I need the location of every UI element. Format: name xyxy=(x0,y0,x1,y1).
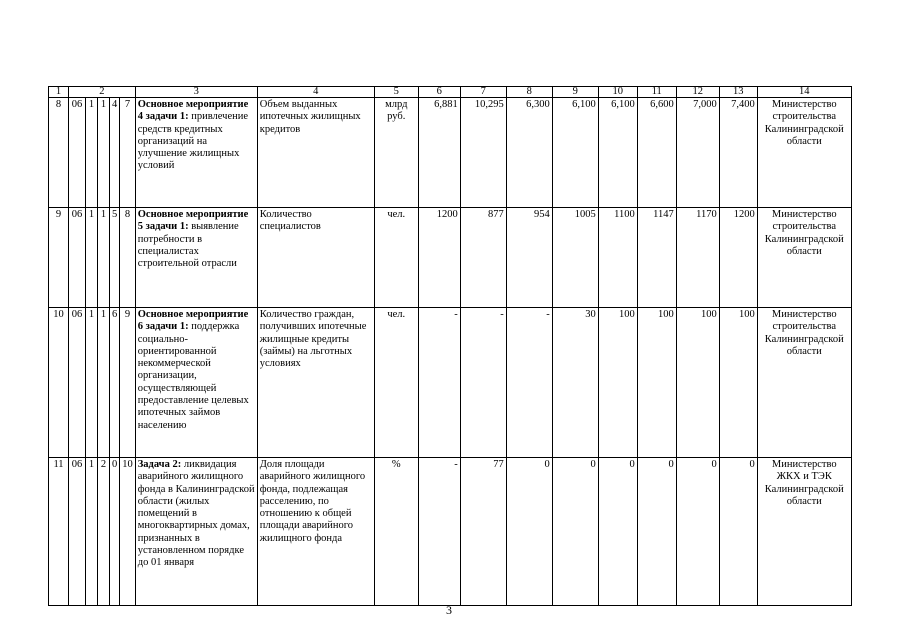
value-cell: 6,600 xyxy=(637,98,676,208)
value-cell: 100 xyxy=(637,308,676,458)
value-cell: 877 xyxy=(460,208,506,308)
code-digit: 06 xyxy=(69,208,86,308)
code-digit: 06 xyxy=(69,458,86,606)
code-digit: 8 xyxy=(120,208,136,308)
value-cell: 6,100 xyxy=(598,98,637,208)
code-digit: 1 xyxy=(86,98,98,208)
measure-name xyxy=(135,308,257,458)
code-digit: 9 xyxy=(120,308,136,458)
row-number: 9 xyxy=(49,208,69,308)
header-cell: 12 xyxy=(676,87,719,98)
value-cell: 100 xyxy=(676,308,719,458)
header-cell: 10 xyxy=(598,87,637,98)
executor: Министерство строительства Калининградской области xyxy=(757,308,851,458)
value-cell: 1200 xyxy=(418,208,460,308)
value-cell: 0 xyxy=(676,458,719,606)
indicator-name: Количество граждан, получивших ипотечные жилищные кредиты (займы) на льготных условиях xyxy=(257,308,374,458)
measure-description: поддержка социально-ориентированной некоммерческой организации, осуществляющей предоставление целевых ипотечных займов населению xyxy=(137,321,249,431)
value-cell: - xyxy=(506,308,552,458)
value-cell: 0 xyxy=(552,458,598,606)
code-digit: 4 xyxy=(110,98,120,208)
value-cell: 30 xyxy=(552,308,598,458)
header-cell: 3 xyxy=(135,87,257,98)
measure-title: Основное мероприятие 4 задачи 1: xyxy=(137,99,249,123)
value-cell: - xyxy=(460,308,506,458)
value-cell: 6,100 xyxy=(552,98,598,208)
value-cell: 1200 xyxy=(719,208,757,308)
value-cell: 1147 xyxy=(637,208,676,308)
measure-name xyxy=(135,458,257,606)
measure-description: ликвидация аварийного жилищного фонда в Калининградской области (жилых помещений в многоквартирных домах, признанных в установленном порядке до 01 января xyxy=(137,459,255,569)
measure-title: Основное мероприятие 5 задачи 1: xyxy=(137,209,249,233)
indicator-name: Количество специалистов xyxy=(257,208,374,308)
value-cell: 100 xyxy=(598,308,637,458)
measure-name xyxy=(135,98,257,208)
value-cell: 0 xyxy=(719,458,757,606)
code-digit: 0 xyxy=(110,458,120,606)
code-digit: 1 xyxy=(86,458,98,606)
header-row xyxy=(49,87,852,98)
unit: чел. xyxy=(374,308,418,458)
unit: % xyxy=(374,458,418,606)
value-cell: 0 xyxy=(598,458,637,606)
indicator-name: Доля площади аварийного жилищного фонда, подлежащая расселению, по отношению к общей площади аварийного жилищного фонда xyxy=(257,458,374,606)
value-cell: 1005 xyxy=(552,208,598,308)
code-digit: 5 xyxy=(110,208,120,308)
value-cell: - xyxy=(418,458,460,606)
header-cell: 13 xyxy=(719,87,757,98)
measure-title: Основное мероприятие 6 задачи 1: xyxy=(137,309,249,333)
value-cell: 6,300 xyxy=(506,98,552,208)
header-cell: 11 xyxy=(637,87,676,98)
value-cell: 100 xyxy=(719,308,757,458)
code-digit: 1 xyxy=(98,308,110,458)
value-cell: 10,295 xyxy=(460,98,506,208)
header-cell: 4 xyxy=(257,87,374,98)
value-cell: 954 xyxy=(506,208,552,308)
executor: Министерство строительства Калининградской области xyxy=(757,98,851,208)
row-number: 11 xyxy=(49,458,69,606)
code-digit: 6 xyxy=(110,308,120,458)
code-digit: 1 xyxy=(98,208,110,308)
unit: млрд руб. xyxy=(374,98,418,208)
row-number: 8 xyxy=(49,98,69,208)
header-cell: 8 xyxy=(506,87,552,98)
executor: Министерство строительства Калининградской области xyxy=(757,208,851,308)
table-row xyxy=(49,308,852,458)
header-cell: 14 xyxy=(757,87,851,98)
code-digit: 1 xyxy=(98,98,110,208)
measure-description: привлечение средств кредитных организаций на улучшение жилищных условий xyxy=(137,111,249,172)
table-row xyxy=(49,98,852,208)
header-cell: 5 xyxy=(374,87,418,98)
header-cell: 1 xyxy=(49,87,69,98)
page-number: 3 xyxy=(446,603,452,617)
measure-description: выявление потребности в специалистах строительной отрасли xyxy=(137,221,239,270)
code-digit: 1 xyxy=(86,208,98,308)
measure-name xyxy=(135,208,257,308)
code-digit: 06 xyxy=(69,98,86,208)
value-cell: 7,400 xyxy=(719,98,757,208)
table-row xyxy=(49,208,852,308)
measure-title: Задача 2: xyxy=(137,459,182,470)
header-cell: 2 xyxy=(69,87,136,98)
value-cell: 1170 xyxy=(676,208,719,308)
value-cell: 1100 xyxy=(598,208,637,308)
indicator-name: Объем выданных ипотечных жилищных кредитов xyxy=(257,98,374,208)
header-cell: 9 xyxy=(552,87,598,98)
executor: Министерство ЖКХ и ТЭК Калининградской области xyxy=(757,458,851,606)
unit: чел. xyxy=(374,208,418,308)
code-digit: 10 xyxy=(120,458,136,606)
header-cell: 6 xyxy=(418,87,460,98)
table-row xyxy=(49,458,852,606)
header-cell: 7 xyxy=(460,87,506,98)
code-digit: 2 xyxy=(98,458,110,606)
indicators-table xyxy=(48,86,852,606)
value-cell: 0 xyxy=(637,458,676,606)
code-digit: 7 xyxy=(120,98,136,208)
row-number: 10 xyxy=(49,308,69,458)
code-digit: 06 xyxy=(69,308,86,458)
value-cell: 0 xyxy=(506,458,552,606)
value-cell: 7,000 xyxy=(676,98,719,208)
value-cell: - xyxy=(418,308,460,458)
code-digit: 1 xyxy=(86,308,98,458)
value-cell: 6,881 xyxy=(418,98,460,208)
value-cell: 77 xyxy=(460,458,506,606)
